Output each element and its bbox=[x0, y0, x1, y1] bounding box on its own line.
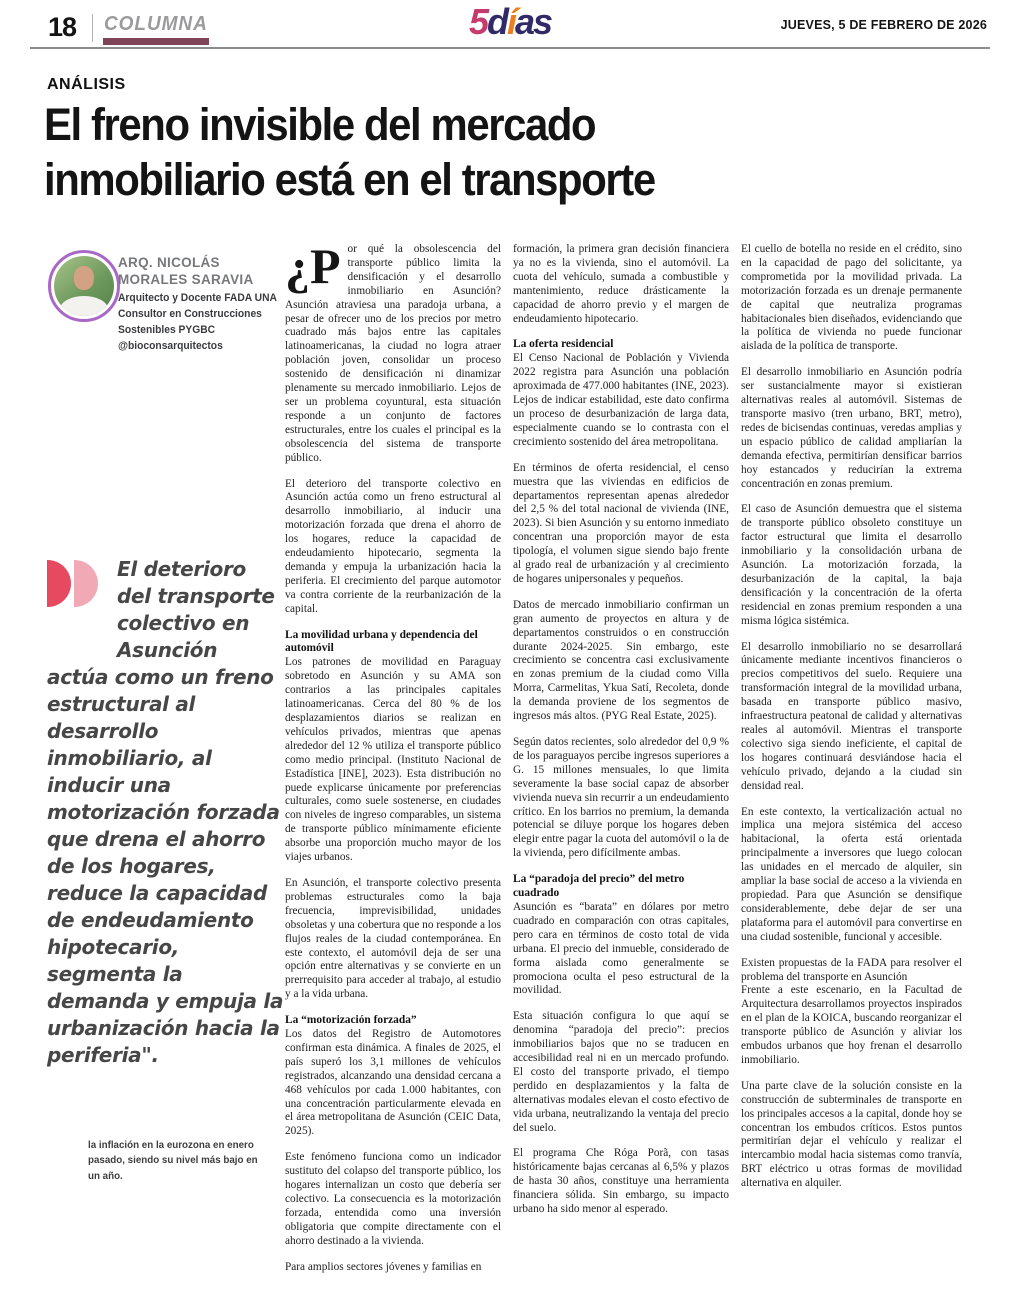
body-paragraph: Los patrones de movilidad en Paraguay sobretodo en Asunción y su AMA son contrarios a las principales capitales latinoamericanas. Cerca del 80 % de los desplazamientos diarios se realizan en vehículos privados, mientras que apenas alrededor del 12 % utiliza el transporte público como medio principal. (Instituto Nacional de Estadística [INE], 2023). Esta distribución no puede explicarse únicamente por preferencias culturales, como suele sostenerse, en ciudades con niveles de ingreso comparables, un sistema de transporte público mínimamente eficiente absorbe una proporción mucho mayor de los viajes urbanos. bbox=[285, 656, 501, 864]
body-paragraph: El cuello de botella no reside en el crédito, sino en la capacidad de pago del solicitante, ya comprometida por la movilidad privada. La motorización forzada es un drenaje permanente de capital que neutraliza programas habitacionales bien diseñados, evidenciando que la política de vivienda no puede funcionar aislada de la política de transporte. bbox=[741, 243, 962, 353]
body-paragraph: Datos de mercado inmobiliario confirman un gran aumento de proyectos en altura y de departamentos construidos o en construcción durante 2024-2025. Sin embargo, este crecimiento se concentra casi exclusivamente en zonas premium de la ciudad como Villa Morra, Carmelitas, Ykua Satí, Recoleta, donde la demanda proviene de los segmentos de ingresos más altos. (PYG Real Estate, 2025). bbox=[513, 598, 729, 723]
body-paragraph: Una parte clave de la solución consiste en la construcción de subterminales de transporte en los principales accesos a la capital, donde hoy se concentran los embudos críticos. Estos puntos permitirían dejar el vehículo y realizar el intercambio modal hacia sistemas como tranvía, BRT eléctrico u otras formas de movilidad alternativa en alquiler. bbox=[741, 1079, 962, 1190]
newspaper-logo bbox=[468, 1, 552, 42]
body-paragraph: El caso de Asunción demuestra que el sistema de transporte público obsoleto constituye un factor estructural que limita el desarrollo inmobiliario y la consolidación urbana de Asunción. La motorización forzada, la desurbanización de la capital, la baja densificación y la concentración de la oferta residencial en zonas premium responden a una misma lógica sistémica. bbox=[741, 503, 962, 627]
drop-cap: ¿P bbox=[285, 243, 341, 294]
author-photo bbox=[54, 256, 114, 316]
body-paragraph: formación, la primera gran decisión financiera ya no es la vivienda, sino el automóvil. La cuota del vehículo, sumada a combustible y mantenimiento, reduce drásticamente la capacidad de ahorro previo y el margen de endeudamiento hipotecario. bbox=[513, 243, 729, 325]
article-column bbox=[741, 243, 962, 1278]
logo-letter: d bbox=[486, 1, 507, 42]
author-bio-line: Sostenibles PYGBC bbox=[118, 323, 216, 336]
section-heading: La “motorización forzada” bbox=[285, 1014, 417, 1027]
logo-letter: s bbox=[533, 1, 552, 42]
author-photo-torso bbox=[60, 296, 108, 316]
header-rule bbox=[30, 47, 990, 49]
quote-mark-icon bbox=[47, 560, 109, 650]
section-heading: La movilidad urbana y dependencia del automóvil bbox=[285, 628, 478, 655]
body-paragraph: Esta situación configura lo que aquí se denomina “paradoja del precio”: precios inmobiliarios bajos que no se traducen en accesibilidad real ni en un mercado profundo. El costo del transporte privado, el tiempo perdido en desplazamientos y la falta de alternativas modales elevan el costo efectivo de vida urbana, neutralizando la ventaja del precio del suelo. bbox=[513, 1010, 729, 1134]
pull-quote-text: El deterioro del transporte colectivo en Asunción actúa como un freno estructural al desarrollo inmobiliario, al inducir una motorización forzada que drena el ahorro de los hogares, reduce la capacidad de endeudamiento hipotecario, segmenta la demanda y empuja la urbanización hacia la periferia". bbox=[47, 557, 284, 1067]
body-paragraph: El desarrollo inmobiliario no se desarrollará únicamente mediante incentivos financieros o precios competitivos del suelo. Requiere una transformación integral de la movilidad urbana, basada en transporte público masivo, infraestructura peatonal de calidad y alternativas reales al automóvil. Mientras el transporte colectivo siga siendo ineficiente, el capital de los hogares continuará desviándose hacia el vehículo privado, dejando a la ciudad sin densidad real. bbox=[741, 640, 962, 792]
section-heading: La “paradoja del precio” del metro cuadrado bbox=[513, 873, 685, 900]
body-paragraph: El Censo Nacional de Población y Vivienda 2022 registra para Asunción una población aproximada de 477.000 habitantes (INE, 2023). Lejos de indicar estabilidad, este dato confirma un proceso de desurbanización de larga data, especialmente cuando se lo contrasta con el crecimiento sostenido del área metropolitana. bbox=[513, 352, 729, 448]
pull-quote bbox=[47, 556, 284, 1069]
body-paragraph: En términos de oferta residencial, el censo muestra que las viviendas en edificios de departamentos representan apenas alrededor del 2,5 % del total nacional de vivienda (INE, 2023). Si bien Asunción y su entorno inmediato concentran una proporción mayor de esta tipología, el volumen sigue siendo bajo frente al grado real de urbanización y al crecimiento de hogares unipersonales y pequeños. bbox=[513, 461, 729, 585]
kicker: ANÁLISIS bbox=[47, 76, 126, 93]
body-paragraph: Los datos del Registro de Automotores confirman esta dinámica. A finales de 2025, el país superó los 3,1 millones de vehículos registrados, alcanzando una densidad cercana a 468 vehículos por cada 1.000 habitantes, con una concentración particularmente elevada en el área metropolitana de Asunción (CEIC Data, 2025). bbox=[285, 1028, 501, 1138]
body-paragraph: Frente a este escenario, en la Facultad de Arquitectura desarrollamos proyectos inspirados en el plan de la KOICA, buscando reorganizar el transporte público de Asunción y aliviar los embudos urbanos que hoy frenan el desarrollo inmobiliario. bbox=[741, 984, 962, 1066]
body-paragraph: ¿P or qué la obsolescencia del transporte público limita la densificación y el desarrollo inmobiliario en Asunción? Asunción atraviesa una paradoja urbana, a pesar de ofrecer uno de los precios por metro cuadrado más bajos entre las capitales latinoamericanas, la ciudad no logra atraer población joven, consolidar un proceso sostenido de densificación ni dinamizar plenamente su mercado inmobiliario. Lejos de ser un problema coyuntural, esta situación responde a un conjunto de factores estructurales, entre los cuales el principal es la obsolescencia del sistema de transporte público. bbox=[285, 243, 501, 464]
body-paragraph: El deterioro del transporte colectivo en Asunción actúa como un freno estructural al desarrollo inmobiliario, al inducir una motorización forzada que drena el ahorro de los hogares, reduce la capacidad de endeudamiento hipotecario, segmenta la demanda y empuja la urbanización hacia la periferia. El crecimiento del parque automotor va contra corriente de la reurbanización de la capital. bbox=[285, 477, 501, 615]
logo-letter: í bbox=[506, 1, 515, 42]
headline-line-2: inmobiliario está en el transporte bbox=[44, 154, 655, 205]
section-underline bbox=[103, 38, 209, 45]
author-name-line-2: MORALES SARAVIA bbox=[118, 272, 254, 288]
body-paragraph: Según datos recientes, solo alrededor del 0,9 % de los paraguayos percibe ingresos superiores a G. 15 millones mensuales, lo que limita severamente la base social capaz de absorber vivienda nueva sin recurrir a un endeudamiento crítico. En los barrios no premium, la demanda potencial se diluye porque los hogares deben elegir entre pagar la cuota del automóvil o la de la vivienda, pero difícilmente ambas. bbox=[513, 736, 729, 860]
body-paragraph: En Asunción, el transporte colectivo presenta problemas estructurales como la baja frecuencia, imprevisibilidad, unidades obsoletas y una cobertura que no responde a los flujos reales de la ciudad contemporánea. En este contexto, el automóvil deja de ser una opción entre alternativas y se convierte en un prerrequisito para acceder al trabajo, al estudio y a la vida urbana. bbox=[285, 876, 501, 1001]
author-bio-line: Arquitecto y Docente FADA UNA bbox=[118, 292, 277, 304]
author-name-line-1: ARQ. NICOLÁS bbox=[118, 255, 220, 270]
issue-date: JUEVES, 5 DE FEBRERO DE 2026 bbox=[780, 18, 987, 32]
headline-line-1: El freno invisible del mercado bbox=[44, 99, 596, 150]
author-bio-line: Consultor en Construcciones bbox=[118, 307, 262, 320]
body-paragraph: Para amplios sectores jóvenes y familias en bbox=[285, 1260, 482, 1273]
header-divider bbox=[92, 14, 93, 42]
logo-letter: 5 bbox=[468, 1, 487, 42]
body-paragraph: El desarrollo inmobiliario en Asunción podría ser sustancialmente mayor si existieran alternativas reales al automóvil. Sistemas de transporte masivo (tren urbano, BRT, metro), redes de bicisendas continuas, veredas amplias y un espacio público de calidad ampliarían la demanda efectiva, permitirían densificar barrios hoy estancados y reducirían la extrema concentración en zonas premium. bbox=[741, 366, 962, 490]
photo-caption: la inflación en la eurozona en enero pasado, siendo su nivel más bajo en un año. bbox=[88, 1140, 258, 1182]
section-heading: La oferta residencial bbox=[513, 338, 614, 351]
body-paragraph: Este fenómeno funciona como un indicador sustituto del colapso del transporte público, los hogares internalizan un costo que debería ser colectivo. La consecuencia es la motorización forzada, entendida como una inversión obligatoria que compite directamente con el ahorro destinado a la vivienda. bbox=[285, 1151, 501, 1247]
article-column bbox=[285, 243, 501, 1278]
article-column bbox=[513, 243, 729, 1278]
body-paragraph: Asunción es “barata” en dólares por metro cuadrado en comparación con otras capitales, pero cara en términos de costo total de vida urbana. El precio del inmueble, considerado de forma aislada como generalmente se promociona oculta el peso estructural de la movilidad. bbox=[513, 900, 729, 997]
body-paragraph: El programa Che Róga Porã, con tasas históricamente bajas cercanas al 6,5% y plazos de hasta 30 años, constituye una herramienta financiera sólida. Sin embargo, su impacto urbano ha sido menor al esperado. bbox=[513, 1147, 729, 1216]
section-label: COLUMNA bbox=[104, 13, 208, 35]
logo-letter: a bbox=[514, 1, 534, 42]
body-paragraph: Existen propuestas de la FADA para resolver el problema del transporte en Asunción bbox=[741, 956, 962, 983]
author-photo-head bbox=[74, 266, 94, 290]
page-number: 18 bbox=[48, 12, 77, 42]
author-name bbox=[118, 254, 254, 289]
headline bbox=[44, 97, 701, 207]
author-bio bbox=[118, 291, 277, 355]
author-bio-line: @bioconsarquitectos bbox=[118, 339, 223, 352]
body-paragraph: En este contexto, la verticalización actual no implica una mejora sistémica del acceso habitacional, la oferta está orientada principalmente a inversores que luego colocan las unidades en el mercado de alquiler, sin ampliar la base social de acceso a la vivienda en propiedad. Para que Asunción se densifique considerablemente, debe dejar de ser una plataforma para el automóvil para convertirse en una ciudad sostenible, funcional y accesible. bbox=[741, 805, 962, 943]
author-avatar bbox=[48, 250, 120, 322]
